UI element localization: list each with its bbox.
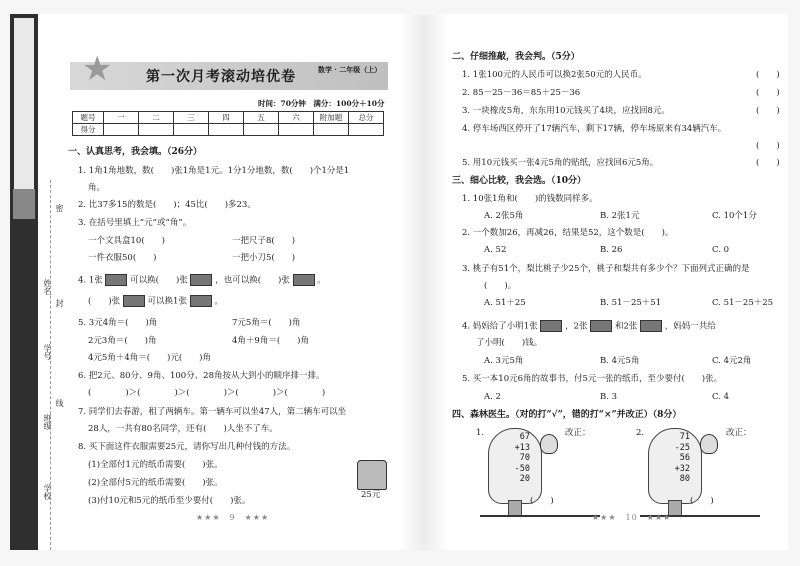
- question-1a: 1. 1角1角地数，数( )张1角是1元。1分1分地数，数( )个1分是1: [78, 166, 350, 176]
- score-header: 六: [279, 112, 314, 124]
- choice-5-option-c[interactable]: C. 4: [712, 392, 730, 402]
- question-3c: 一件衣服50( ): [88, 253, 157, 263]
- choice-5: 5. 买一本10元6角的故事书，付5元一张的纸币，至少要付( )张。: [462, 374, 723, 384]
- section-3-heading: 三、细心比较，我会选。（10分）: [452, 176, 587, 186]
- question-5e: 4元5角＋4角＝( )元( )角: [88, 353, 211, 363]
- score-table: [72, 111, 384, 136]
- question-4-line-1: [78, 274, 326, 287]
- grass-line: [480, 510, 600, 517]
- question-4-text: 可以换1张: [147, 296, 187, 307]
- score-cell[interactable]: [279, 124, 314, 136]
- score-header: 题号: [73, 112, 104, 124]
- woodpecker-icon: [540, 434, 558, 454]
- seal-mi: 密: [55, 204, 64, 212]
- choice-3-option-b[interactable]: B. 51－25＋51: [600, 298, 662, 308]
- fix-label-2: 改正：: [726, 428, 752, 438]
- score-header: 一: [104, 112, 139, 124]
- banknote-icon: [190, 274, 212, 286]
- choice-4-text: 和2张: [614, 321, 638, 332]
- score-header: 五: [244, 112, 279, 124]
- question-8a: (1)全部付1元的纸币需要( )张。: [88, 460, 223, 470]
- question-8b: (2)全部付5元的纸币需要( )张。: [88, 478, 223, 488]
- score-cell[interactable]: [139, 124, 174, 136]
- doctor-2-number: 2.: [636, 428, 645, 438]
- star-icon: ★: [82, 49, 113, 89]
- question-6: 6. 把2元、80分、9角、100分、28角按从大到小的顺序排一排。: [78, 371, 325, 381]
- score-header: 四: [209, 112, 244, 124]
- question-4-text: 可以换( )张: [130, 275, 188, 286]
- score-row-label: 得分: [73, 124, 104, 136]
- woodpecker-icon: [700, 434, 718, 454]
- question-4-text: 。: [214, 296, 223, 307]
- page-fold: [400, 14, 448, 550]
- choice-4-text: ，妈妈一共给: [664, 321, 716, 332]
- banknote-icon: [190, 295, 212, 307]
- judge-5: 5. 用10元钱买一张4元5角的贴纸，应找回6元5角。: [462, 158, 659, 168]
- judge-2: 2. 85－25－36＝85＋25－36: [462, 88, 581, 98]
- judge-4-paren[interactable]: ( ): [756, 141, 780, 151]
- question-1b: 角。: [88, 183, 106, 193]
- score-cell[interactable]: [349, 124, 384, 136]
- score-cell[interactable]: [104, 124, 139, 136]
- name-label: 姓名: [43, 279, 52, 295]
- score-header: 附加题: [314, 112, 349, 124]
- question-5a: 5. 3元4角＝( )角: [78, 318, 158, 328]
- binding-area: [38, 14, 68, 550]
- choice-1: 1. 10张1角和( )的钱数同样多。: [462, 194, 598, 204]
- question-5c: 2元3角＝( )角: [88, 336, 157, 346]
- vertical-calculation-1: 67 +13 70 -50 20: [514, 432, 530, 484]
- choice-4-option-b[interactable]: B. 4元5角: [600, 356, 640, 366]
- page-title: 第一次月考滚动培优卷: [146, 69, 296, 85]
- doctor-2-paren[interactable]: ( ): [690, 496, 714, 506]
- choice-4-text: ，2张: [565, 321, 588, 332]
- choice-2: 2. 一个数加26，再减26，结果是52，这个数是( )。: [462, 228, 674, 238]
- seal-feng: 封: [55, 299, 64, 307]
- choice-4-text: 4. 妈妈给了小明1张: [462, 321, 538, 332]
- choice-4-line-2: 了小明( )钱。: [476, 338, 543, 348]
- grade-label: 数学 · 二年级（上）: [318, 65, 382, 74]
- fix-label-1: 改正：: [565, 428, 591, 438]
- question-4-text: 4. 1张: [78, 275, 103, 286]
- choice-5-option-a[interactable]: A. 2: [484, 392, 501, 402]
- number-label: 学号: [43, 344, 52, 360]
- judge-3: 3. 一块橡皮5角，东东用10元钱买了4块，应找回8元。: [462, 106, 670, 116]
- question-5d: 4角＋9角＝( )角: [232, 336, 309, 346]
- section-2-heading: 二、仔细推敲，我会判。（5分）: [452, 52, 580, 62]
- choice-5-option-b[interactable]: B. 3: [600, 392, 618, 402]
- shirt-price: 25元: [361, 490, 381, 500]
- class-label: 班级: [43, 414, 52, 430]
- question-4-line-2: [88, 295, 223, 308]
- page-number-left: ★★★ 9 ★★★: [196, 513, 270, 522]
- question-7a: 7. 同学们去春游，租了两辆车。第一辆车可以坐47人，第二辆车可以坐: [78, 407, 347, 417]
- question-3d: 一把小刀5( ): [232, 253, 296, 263]
- section-4-heading: 四、森林医生。（对的打“√”，错的打“×”并改正）（8分）: [452, 410, 682, 420]
- score-cell[interactable]: [244, 124, 279, 136]
- margin-tag: [13, 189, 35, 219]
- question-3b: 一把尺子8( ): [232, 236, 296, 246]
- question-8c: (3)付10元和5元的纸币至少要付( )张。: [88, 496, 251, 506]
- page-number-right: ★★★ 10 ★★★: [592, 513, 672, 522]
- seal-xian: 线: [55, 399, 64, 407]
- question-4-text: ( )张: [88, 296, 121, 307]
- time-score-label: 时间：70分钟 满分：100分＋10分: [258, 99, 385, 108]
- question-8: 8. 买下面这件衣服需要25元，请你写出几种付钱的方法。: [78, 442, 296, 452]
- choice-4-option-a[interactable]: A. 3元5角: [484, 356, 524, 366]
- banknote-icon: [293, 274, 315, 286]
- choice-1-option-c[interactable]: C. 10个1分: [712, 211, 757, 221]
- choice-1-option-b[interactable]: B. 2张1元: [600, 211, 640, 221]
- section-1-heading: 一、认真思考，我会填。（26分）: [68, 147, 203, 157]
- score-header: 二: [139, 112, 174, 124]
- banknote-icon: [105, 274, 127, 286]
- choice-3-option-c[interactable]: C. 51－25＋25: [712, 298, 774, 308]
- left-margin-strip: [10, 14, 38, 550]
- judge-1: 1. 1张100元的人民币可以换2张50元的人民币。: [462, 70, 647, 80]
- judge-2-paren[interactable]: ( ): [756, 88, 780, 98]
- instruction-panel: [14, 18, 34, 208]
- banknote-icon: [590, 320, 612, 332]
- score-header: 总分: [349, 112, 384, 124]
- judge-3-paren[interactable]: ( ): [756, 106, 780, 116]
- judge-5-paren[interactable]: ( ): [756, 158, 780, 168]
- choice-4-option-c[interactable]: C. 4元2角: [712, 356, 752, 366]
- judge-4: 4. 停车场西区停开了17辆汽车，剩下17辆，停车场原来有34辆汽车。: [462, 124, 727, 134]
- question-4-text: 。: [317, 275, 326, 286]
- choice-2-option-a[interactable]: A. 52: [484, 245, 507, 255]
- banknote-icon: [123, 295, 145, 307]
- score-cell[interactable]: [314, 124, 349, 136]
- choice-2-option-c[interactable]: C. 0: [712, 245, 730, 255]
- choice-1-option-a[interactable]: A. 2张5角: [484, 211, 524, 221]
- judge-1-paren[interactable]: ( ): [756, 70, 780, 80]
- choice-2-option-b[interactable]: B. 26: [600, 245, 623, 255]
- choice-3a: 3. 桃子有51个，梨比桃子少25个，桃子和梨共有多少个？下面列式正确的是: [462, 264, 750, 274]
- score-cell[interactable]: [174, 124, 209, 136]
- score-cell[interactable]: [209, 124, 244, 136]
- question-7b: 28人，一共有80名同学，还有( )人坐不了车。: [88, 424, 278, 434]
- score-header: 三: [174, 112, 209, 124]
- question-2: 2. 比37多15的数是( )；45比( )多23。: [78, 200, 256, 210]
- banknote-icon: [640, 320, 662, 332]
- choice-3b: ( )。: [484, 281, 517, 291]
- school-label: 学校: [43, 484, 52, 500]
- question-4-text: ，也可以换( )张: [215, 275, 290, 286]
- question-3a: 一个文具盒10( ): [88, 236, 165, 246]
- vertical-calculation-2: 71 -25 56 +32 80: [674, 432, 690, 484]
- banknote-icon: [540, 320, 562, 332]
- question-6-blanks: ( )＞( )＞( )＞( )＞( ): [88, 388, 326, 398]
- shirt-icon: [357, 460, 387, 490]
- question-3: 3. 在括号里填上“元”或“角”。: [78, 218, 192, 228]
- seal-dashed-line: [50, 180, 51, 550]
- question-5b: 7元5角＝( )角: [232, 318, 301, 328]
- doctor-1-paren[interactable]: ( ): [530, 496, 554, 506]
- choice-3-option-a[interactable]: A. 51＋25: [484, 298, 526, 308]
- doctor-1-number: 1.: [476, 428, 485, 438]
- choice-4-line-1: [462, 320, 716, 333]
